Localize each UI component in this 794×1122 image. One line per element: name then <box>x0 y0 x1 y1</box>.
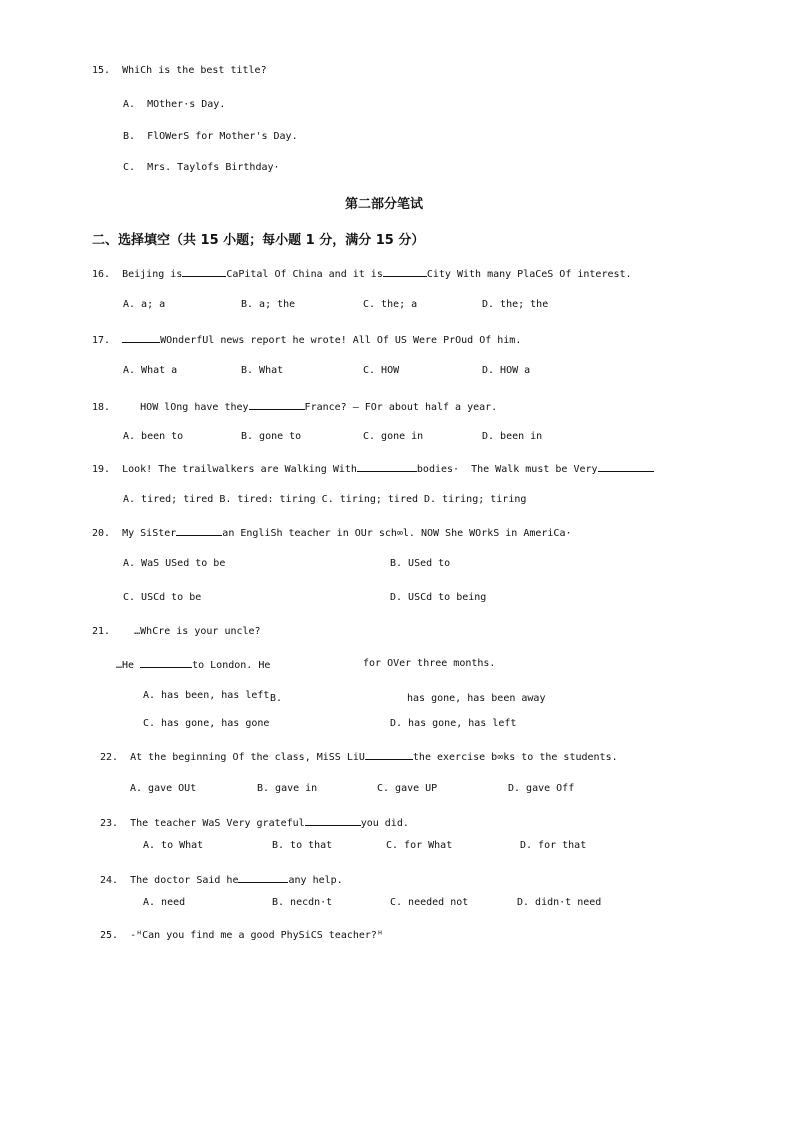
q22-option-b: B. gave in <box>257 783 318 794</box>
q21-blank <box>140 658 192 668</box>
q18-blank <box>249 400 305 410</box>
q19-blank-1 <box>357 462 417 472</box>
q24-stem <box>100 873 343 887</box>
q22-option-d: D. gave Off <box>508 783 575 794</box>
q21-option-d: D. has gone, has left <box>390 718 517 729</box>
q19-options: A. tired; tired B. tired: tiring C. tiring; tired D. tiring; tiring <box>123 494 527 505</box>
q17-text: WOnderfUl news report he wrote! All Of US Were PrOud Of him. <box>160 335 522 346</box>
q20-option-d: D. USCd to being <box>390 592 487 603</box>
q18-text-1: 18. HOW lOng have they <box>92 402 249 413</box>
q21-answer-line <box>116 658 270 672</box>
q17-option-a: A. What a <box>123 365 178 376</box>
q22-text-1: 22. At the beginning Of the class, MiSS LiU <box>100 752 365 763</box>
q21-option-b: has gone, has been away <box>407 693 546 704</box>
q21-option-b-label: B. <box>270 693 283 704</box>
q17-option-d: D. HOW a <box>482 365 531 376</box>
q22-blank <box>365 750 413 760</box>
part2-title: 第二部分笔试 <box>345 197 424 212</box>
q24-option-c: C. needed not <box>390 897 469 908</box>
q25-stem: 25. -ᴴCan you find me a good PhySiCS teacher?ᴴ <box>100 930 383 941</box>
q17-blank <box>122 333 160 343</box>
q18-option-d: D. been in <box>482 431 543 442</box>
q23-option-a: A. to What <box>143 840 204 851</box>
q18-option-a: A. been to <box>123 431 184 442</box>
q21-text-3: for OVer three months. <box>363 658 496 669</box>
q21-option-c: C. has gone, has gone <box>143 718 270 729</box>
q15-stem: 15. WhiCh is the best title? <box>92 65 267 76</box>
q24-text-1: 24. The doctor Said he <box>100 875 239 886</box>
q21-text-1: …He <box>116 660 135 671</box>
q23-option-c: C. for What <box>386 840 453 851</box>
q20-option-a: A. WaS USed to be <box>123 558 226 569</box>
q20-blank <box>176 526 222 536</box>
q23-option-b: B. to that <box>272 840 333 851</box>
q23-option-d: D. for that <box>520 840 587 851</box>
q23-text-2: you did. <box>360 818 409 829</box>
q24-option-a: A. need <box>143 897 186 908</box>
q16-text-3: City With many PlaCeS Of interest. <box>426 269 632 280</box>
q22-option-c: C. gave UP <box>377 783 438 794</box>
q24-option-b: B. necdn·t <box>272 897 333 908</box>
q20-text-1: 20. My SiSter <box>92 528 177 539</box>
q20-option-b: B. USed to <box>390 558 451 569</box>
q19-stem <box>92 462 654 476</box>
q19-blank-2 <box>598 462 654 472</box>
q21-text-2: to London. He <box>192 660 271 671</box>
q23-blank <box>305 816 361 826</box>
q18-stem <box>92 400 497 414</box>
q20-option-c: C. USCd to be <box>123 592 202 603</box>
q15-option-b: B. FlOWerS for Mother's Day. <box>123 131 298 142</box>
q15-option-c: C. Mrs. Taylofs Birthday· <box>123 162 280 173</box>
q16-option-d: D. the; the <box>482 299 549 310</box>
q16-stem <box>92 267 632 281</box>
section-title: 二、选择填空（共 15 小题；每小题 1 分，满分 15 分） <box>92 233 425 248</box>
q18-text-2: France? — FOr about half a year. <box>304 402 498 413</box>
q19-text-2: bodies· The Walk must be Very <box>416 464 598 475</box>
q24-text-2: any help. <box>288 875 343 886</box>
q16-option-b: B. a; the <box>241 299 296 310</box>
q19-text-1: 19. Look! The trailwalkers are Walking With <box>92 464 357 475</box>
q18-option-c: C. gone in <box>363 431 424 442</box>
q17-stem <box>92 333 521 347</box>
q20-text-2: an EngliSh teacher in OUr sch∞l. NOW She WOrkS in AmeriCa· <box>222 528 572 539</box>
q22-option-a: A. gave OUt <box>130 783 197 794</box>
q17-option-b: B. What <box>241 365 284 376</box>
q16-option-a: A. a; a <box>123 299 166 310</box>
q20-stem <box>92 526 572 540</box>
q16-blank-1 <box>182 267 226 277</box>
q17-option-c: C. HOW <box>363 365 400 376</box>
q23-stem <box>100 816 409 830</box>
q17-number: 17. <box>92 335 111 346</box>
q24-option-d: D. didn·t need <box>517 897 602 908</box>
q16-blank-2 <box>383 267 427 277</box>
q16-text-2: CaPital Of China and it is <box>226 269 383 280</box>
q23-text-1: 23. The teacher WaS Very grateful <box>100 818 305 829</box>
q16-option-c: C. the; a <box>363 299 418 310</box>
q22-stem <box>100 750 618 764</box>
q21-stem: 21. …WhCre is your uncle? <box>92 626 261 637</box>
q24-blank <box>238 873 288 883</box>
q18-option-b: B. gone to <box>241 431 302 442</box>
q21-option-a: A. has been, has left <box>143 690 270 701</box>
q16-text-1: 16. Beijing is <box>92 269 183 280</box>
q15-option-a: A. MOther·s Day. <box>123 99 226 110</box>
q22-text-2: the exercise b∞ks to the students. <box>412 752 618 763</box>
